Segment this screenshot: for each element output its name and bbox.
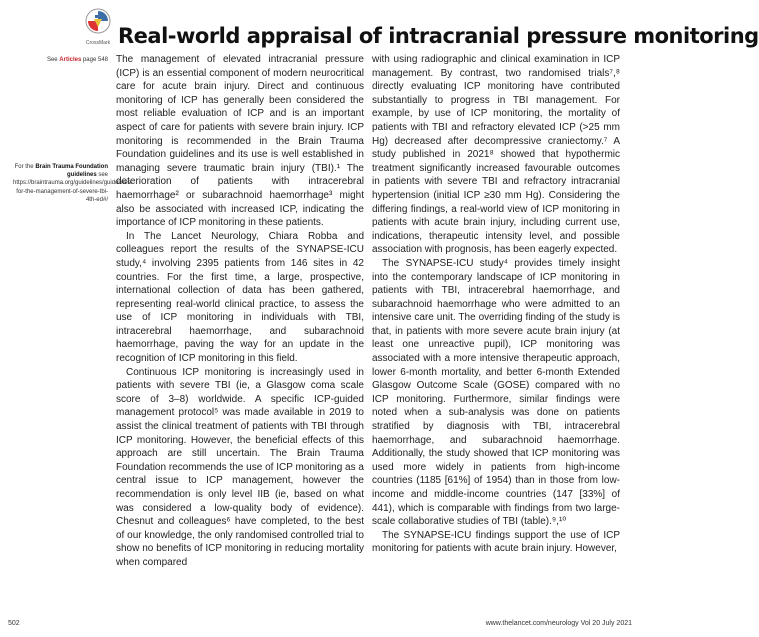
articles-link[interactable]: Articles [59, 57, 82, 63]
guideline-url[interactable]: see https://braintrauma.org/guidelines/guidelines-for-the-management-of-severe-tbi-4th-ed#/ [13, 172, 133, 203]
paragraph-5: The SYNAPSE-ICU study⁴ provides timely insight into the contemporary landscape of ICP monitoring in patients with TBI, intracerebral haemorrhage, and subarachnoid haemorrhage who were admitted to an intensive care unit. The overriding finding of the study is that, in patients with more severe acute brain injury (at least one unreactive pupil), ICP monitoring was associated with a more intensive therapeutic approach, lower 6-month mortality, and better 6-month Extended Glasgow Outcome Scale (GOSE) compared with no ICP monitoring. Furthermore, similar findings were noted when a sub-analysis was done on patients stratified by diagnosis with TBI, intracerebral haemorrhage, and subarachnoid haemorrhage. Additionally, the study showed that ICP monitoring was used more widely in patients from high-income countries (1185 [61%] of 1954) than in those from low-income and middle-income countries (147 [33%] of 441), which is comparable with findings from two large-scale collaborative studies of TBI (table).⁹,¹⁰ [372, 257, 620, 528]
paragraph-3: Continuous ICP monitoring is increasingly used in patients with severe TBI (ie, a Glasgow coma scale score of 3–8) worldwide. A specific ICP-guided management protocol⁵ was made available in 2019 to assist the clinical treatment of patients with TBI through ICP monitoring. However, the beneficial effects of this approach are still uncertain. The Brain Trauma Foundation recommends the use of ICP monitoring as a central issue to ICP management, however the recommendation is only level IIB (ie, based on what was considered a low-quality body of evidence). Chesnut and colleagues⁶ have completed, to the best of our knowledge, the only randomised controlled trial to show no benefits of ICP monitoring in reducing mortality when compared [116, 366, 364, 568]
see-prefix: See [46, 57, 60, 63]
crossmark-label: CrossMark [85, 40, 111, 46]
paragraph-1: The management of elevated intracranial pressure (ICP) is an essential component of modern neurocritical care for acute brain injury. Direct and continuous monitoring of ICP has generally been considered the most reliable evaluation of ICP and is an important aspect of care for patients with severe brain injury. ICP monitoring is recommended in the Brain Trauma Foundation guidelines and its use is well established in managing severe traumatic brain injury (TBI).¹ The deterioration of patients with intracerebral haemorrhage² or subarachnoid haemorrhage³ might also be associated with increased ICP, indicating the importance of ICP monitoring in these patients. [116, 54, 364, 229]
see-articles-note [13, 56, 108, 64]
guideline-title: Brain Trauma Foundation guidelines [35, 164, 108, 179]
guidelines-note [13, 163, 133, 204]
guideline-prefix: For the [14, 164, 36, 170]
page-number: 502 [8, 620, 20, 627]
journal-info: www.thelancet.com/neurology Vol 20 July 2021 [485, 620, 632, 627]
see-suffix: page 548 [81, 57, 108, 63]
page-footer [0, 620, 640, 634]
article-title: Real-world appraisal of intracranial pressure monitoring [118, 24, 759, 49]
crossmark-badge[interactable] [80, 8, 116, 48]
left-column [116, 53, 364, 570]
paragraph-4: with using radiographic and clinical examination in ICP management. By contrast, two randomised trials⁷,⁸ directly evaluating ICP monitoring have contributed substantially to progress in TBI management. For example, by use of ICP monitoring, the mortality of patients with TBI and refractory elevated ICP (>25 mm Hg) decreased after decompressive craniectomy.⁷ A study published in 2021⁸ showed that hypothermic treatment significantly increased favourable outcomes in patients with severe TBI and refractory intracranial hypertension (initial ICP ≥30 mm Hg). Considering the differing findings, a real-world view of ICP monitoring in patients with acute brain injury, including current use, indications, therapeutic intensity level, and possible association with prognosis, has been eagerly expected. [372, 54, 620, 256]
paragraph-2: In The Lancet Neurology, Chiara Robba and colleagues report the results of the SYNAPSE-ICU study,⁴ involving 2395 patients from 146 sites in 42 countries. For the first time, a large, prospective, international collection of data has been gathered, representing real-world clinical practice, to assess the use of ICP monitoring in individuals with TBI, intracerebral haemorrhage, and subarachnoid haemorrhage, paving the way for an update in the recognition of ICP monitoring in this field. [116, 230, 364, 365]
crossmark-icon [85, 8, 111, 34]
right-column [372, 53, 620, 556]
paragraph-6: The SYNAPSE-ICU findings support the use of ICP monitoring for patients with acute brain injury. However, [372, 529, 620, 555]
